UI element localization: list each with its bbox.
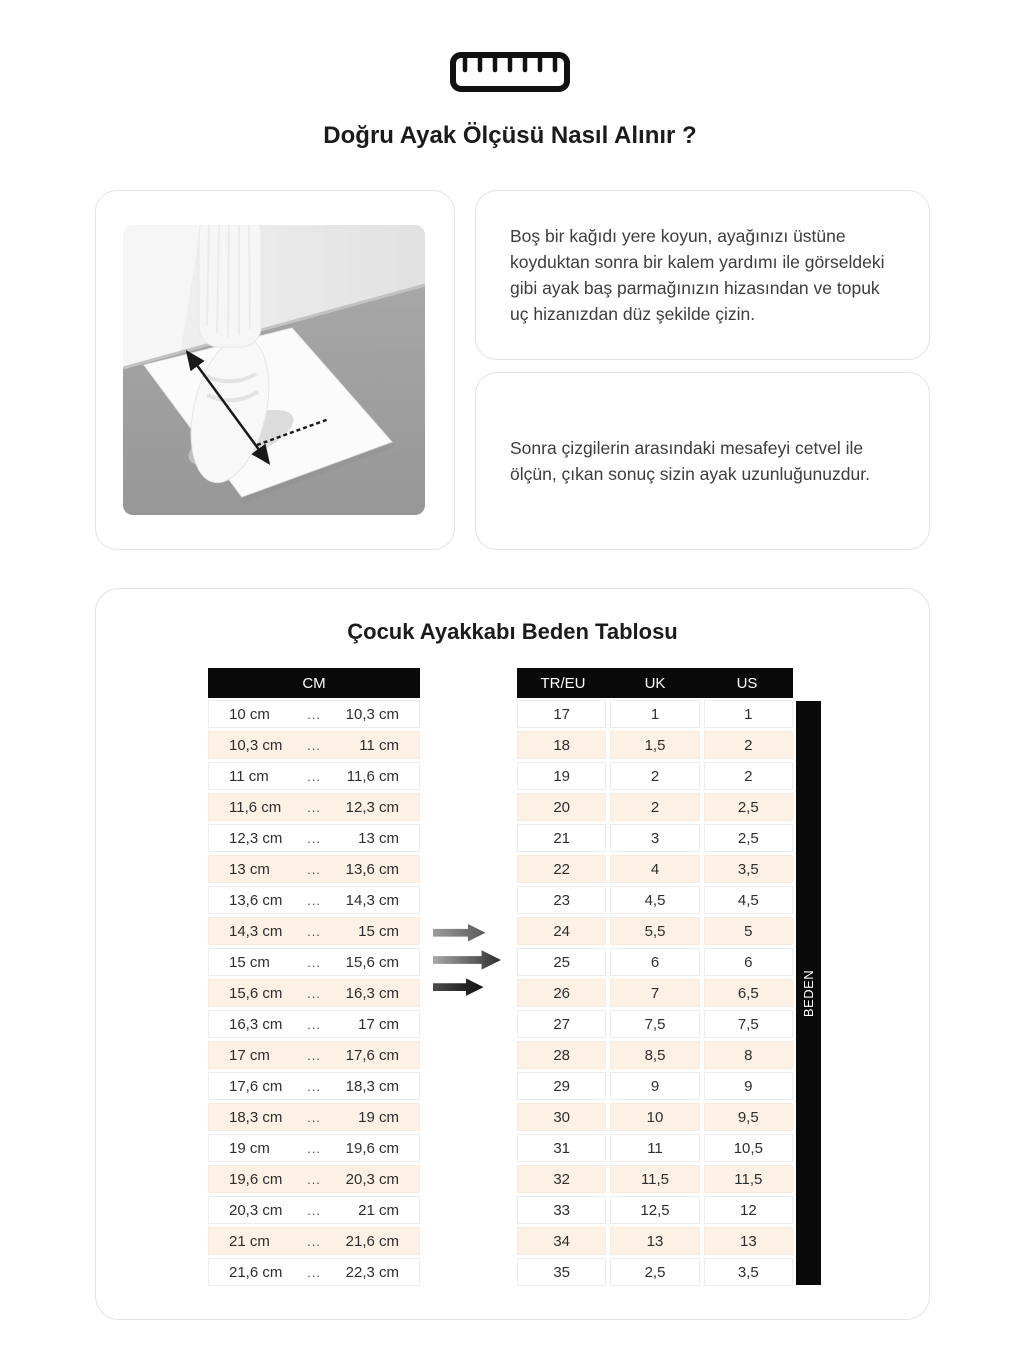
size-table-row: 26 7 6,5: [517, 979, 793, 1007]
size-table-row: 27 7,5 7,5: [517, 1010, 793, 1038]
cm-table-row: 11 cm ... 11,6 cm: [208, 762, 420, 790]
size-table-row: 32 11,5 11,5: [517, 1165, 793, 1193]
cm-table-rows: [208, 700, 420, 1286]
size-table-header-treu: TR/EU: [540, 674, 586, 692]
size-table-title: Çocuk Ayakkabı Beden Tablosu: [347, 619, 678, 644]
cm-table-row: 16,3 cm ... 17 cm: [208, 1010, 420, 1038]
instruction-card-2: [475, 372, 930, 550]
size-table-row: 30 10 9,5: [517, 1103, 793, 1131]
size-table-row: 23 4,5 4,5: [517, 886, 793, 914]
size-table-row: 31 11 10,5: [517, 1134, 793, 1162]
cm-table-row: 21 cm ... 21,6 cm: [208, 1227, 420, 1255]
size-table-header-us: US: [736, 674, 758, 692]
cm-table-row: 21,6 cm ... 22,3 cm: [208, 1258, 420, 1286]
size-table-row: 24 5,5 5: [517, 917, 793, 945]
cm-table-row: 18,3 cm ... 19 cm: [208, 1103, 420, 1131]
size-table-row: 28 8,5 8: [517, 1041, 793, 1069]
cm-table-row: 10 cm ... 10,3 cm: [208, 700, 420, 728]
international-size-table: [517, 668, 793, 1289]
size-table-row: 20 2 2,5: [517, 793, 793, 821]
cm-table-row: 17,6 cm ... 18,3 cm: [208, 1072, 420, 1100]
beden-side-label-text: BEDEN: [801, 969, 817, 1017]
size-table-row: 25 6 6: [517, 948, 793, 976]
size-table-row: 22 4 3,5: [517, 855, 793, 883]
size-table-row: 21 3 2,5: [517, 824, 793, 852]
size-table-row: 17 1 1: [517, 700, 793, 728]
cm-table-row: 13 cm ... 13,6 cm: [208, 855, 420, 883]
size-table-header-uk: UK: [644, 674, 666, 692]
cm-table-row: 15,6 cm ... 16,3 cm: [208, 979, 420, 1007]
ruler-icon: [0, 52, 1020, 92]
size-table-card: [95, 588, 930, 1320]
size-table-row: 18 1,5 2: [517, 731, 793, 759]
foot-measurement-photo: [123, 225, 425, 515]
size-table-header: [517, 668, 793, 698]
cm-table-row: 12,3 cm ... 13 cm: [208, 824, 420, 852]
size-table-row: 29 9 9: [517, 1072, 793, 1100]
cm-table: [208, 668, 420, 1289]
page-title: Doğru Ayak Ölçüsü Nasıl Alınır ?: [323, 122, 697, 149]
cm-table-row: 15 cm ... 15,6 cm: [208, 948, 420, 976]
cm-table-row: 14,3 cm ... 15 cm: [208, 917, 420, 945]
size-table-row: 19 2 2: [517, 762, 793, 790]
cm-table-row: 17 cm ... 17,6 cm: [208, 1041, 420, 1069]
instruction-step-1: Boş bir kağıdı yere koyun, ayağınızı üstüne koyduktan sonra bir kalem yardımı ile görseldeki gibi ayak baş parmağınızın hizasından ve topuk uç hizanızdan düz şekilde çizin.: [510, 226, 885, 324]
beden-side-label: [796, 701, 821, 1285]
cm-table-row: 20,3 cm ... 21 cm: [208, 1196, 420, 1224]
instruction-step-2: Sonra çizgilerin arasındaki mesafeyi cetvel ile ölçün, çıkan sonuç sizin ayak uzunluğunuzdur.: [510, 438, 870, 484]
cm-table-row: 19,6 cm ... 20,3 cm: [208, 1165, 420, 1193]
instruction-card-1: [475, 190, 930, 360]
size-table-row: 33 12,5 12: [517, 1196, 793, 1224]
transfer-arrows-icon: [433, 920, 501, 998]
measurement-photo-card: [95, 190, 455, 550]
cm-table-row: 13,6 cm ... 14,3 cm: [208, 886, 420, 914]
size-table-row: 35 2,5 3,5: [517, 1258, 793, 1286]
cm-table-row: 11,6 cm ... 12,3 cm: [208, 793, 420, 821]
size-table-rows: [517, 700, 793, 1286]
cm-table-header: CM: [208, 668, 420, 698]
cm-table-row: 19 cm ... 19,6 cm: [208, 1134, 420, 1162]
size-table-row: 34 13 13: [517, 1227, 793, 1255]
cm-table-row: 10,3 cm ... 11 cm: [208, 731, 420, 759]
